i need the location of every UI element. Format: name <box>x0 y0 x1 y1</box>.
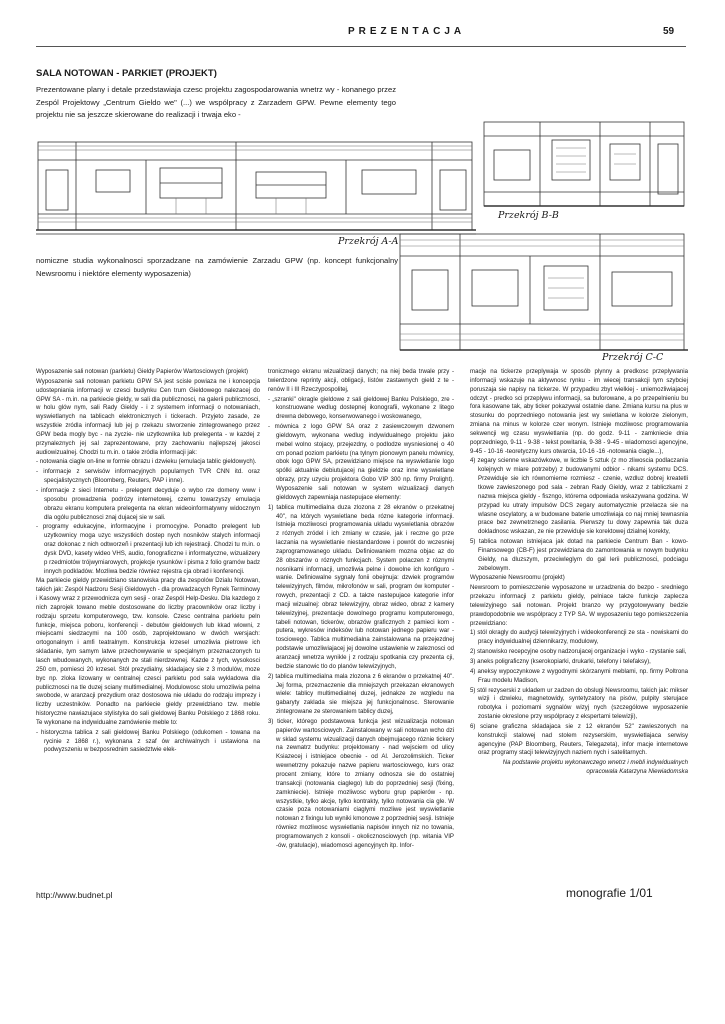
paragraph: Na podstawie projektu wykonawczego wnetrz i mebli indywidualnych opracowala Katarzyna Niewiadomska <box>502 759 688 776</box>
paragraph: 1) stól okragly do audycji telewizyjnych i wideokonferencji ze sta - nowiskami do pracy indywidualnej dziennikarzy, modulowy, <box>470 629 688 646</box>
paragraph: Wyposazenie sali notowan (parkietu) Gieldy Papierów Wartosciowych (projekt) <box>36 368 249 375</box>
paragraph: - informacje z serwisów informacyjnych popularnych TVR CNN itd. oraz specjalistycznych (Bloomberg, Reuters, PAP i inne). <box>36 468 260 485</box>
paragraph: - programy edukacyjne, informacyjne i promocyjne. Ponadto prelegent lub uzytkownicy moga uzyc wszystkich dostep nych nosników stalych informacji oraz dokonac z nich odtworzeñ i prezentacji lub ich rejestracji. Chodzi tu m.in. o dysk DVD, kasety wideo VHS, audio, fonograficzne i informatyczne, wizualizery p rzedmiotów trójwymiarowych, projekcje rysunków i pisma z folio gramów badz innych podkladów. Mozliwa bedzie równiez rejestra cja obrad i konferencji. <box>36 523 260 575</box>
footer-url: http://www.budnet.pl <box>36 890 113 900</box>
section-b-label: Przekrój B-B <box>498 210 559 221</box>
header-rule <box>36 46 686 47</box>
paragraph: - historyczna tablica z sali gieldowej Banku Polskiego (odukomen - towana na rycinie z 1868 r.), wykonana z szaf ów archiwalnych i ustawiona na podwyzszeniu w bezposrednim sasiedztwie elek- <box>36 728 260 754</box>
article-title: SALA NOTOWAN - PARKIET (PROJEKT) <box>36 68 217 79</box>
paragraph: Wyposazenie sali notowan parkietu GPW SA jest scisle powiaza ne i koncepcja udostepniania informacji w czesci budynku Cen trum Gieldowego nalezacej do GPW SA - m.in. na parkiecie gieldy, w sali dla publicznosci, na galerii publicznosci, w holu glów nym, sali Rady Gieldy - i z systemem informacji o notowaniach, wyswietlanych na tablicach elektronicznych i tickerach. Przyjeto zasade, ze wszystkie zródla informacji lub jej p rzekazu stworzenie zintegrowanego przez GPW beda mogly byc - na zyczie- nie uzytkownika lub prelegenta - w kazdej z przynaleznych jej sal zaprezentowane, przy zachowaniu najlepszej jakosci audiowizualnej. Chodzi tu m.in. o takie zródla informacji jak: <box>36 377 260 456</box>
section-c-svg <box>300 226 688 364</box>
paragraph: - notowania ciagle on-line w formie obrazu i dzwieku (emulacja tablic gieldowych). <box>36 458 257 466</box>
paragraph: Newsroom to pomieszczenie wyposazone w urzadzenia do bezpo - sredniego przekazu informacji z parkietu gieldy, pelniace takze funkcje zaplecza telewizyjnego sali notowan. Projekt branzo wy przygotowywany bedzie prawdopodobnie we wspólpracy z TYP SA. W wyposazeniu tego pomieszczenia przewidziano: <box>470 584 688 627</box>
paragraph: - informacje z sieci Internetu - prelegent decyduje o wybo rze domeny www i sposobu prowadzenia podrózy internetowej, czemu towarzyszy emulacja obrazu ekranu komputera prelegenta na ekran wideoinformatywny widocznym dla ogólu publicznosci znaj dujacej sie w sali. <box>36 486 260 521</box>
drawing-section-c <box>300 226 688 364</box>
paragraph: 1) tablica multimedialna duza zlozona z 28 ekranów o przekatnej 40", na których wyswietlane beda rózne kategorie informacji. Istnieja mozliwosci programowania ukladu wyswietlania obrazów z róznych zródel i ich zmiany w czasie, jak i reczne go prze laczania na wyswietlanie niestandardowe i powrót do wczesniej zaprogramowanego ukladu. Definiowaniem mozna objac az do 28 obszarów o róznych funkcjach. System polaczen z róznymi nosnikami informacji, umozliwia pelne i dowolne ich konfiguro - wanie. Definiowalne sygnaly fonii obejmuja: dzwiek programów telewizyjnych, filmów, mikrofonów w sali, program ów komputer - rowych, prezentacji z CD. a takze nastepujace kategorie infor macji wizualnej: obraz telewizyjny, obraz wideo, obraz z kamery telewizyjnej, prezentacje dowolnego programu komputerowego, tabeli notowan, tickerów, obrazów graficznych z pamieci kom - putera, wykresów indeksów lub notowan jednego papieru war - tosciowego. Tablica multimedialna zainstalowana na przejezdnej podstawie umozliwiajacej jej dowolne ustawienie w zaleznosci od aranzacji wnetrza wynikle j z rodzaju spotkania czy prezenta cji, bedzie stanowic tlo do planów telewizyjnych, <box>268 503 454 670</box>
paragraph: - mównica z logo GPW SA oraz z zasiewczowym dzwonem gieldowym, wykonana wedlug indywidualnego projektu jako mebel wolno stojacy, przejezdny, o podlodze wysniesionej o 40 cm ponad poziom parkietu (na tylnym pionowym panelu mównicy, obok logo GPW SA, przewidziano miejsce na wyswietlanie logo spólki aktualnie debiutujacej na gieldzie oraz inne wyswietlane obrazy, przy uzyciu projektora Gobo VIP 300 np. firmy Prolight). Wyposazenie sali notowan w system wizualizacji danych gieldowych zapewniaja nastepujace elementy: <box>268 423 454 501</box>
paragraph: 4) aneksy wypoczynkowe z wygodnymi skórzanymi meblami, np. firmy Poltrona Frau modelu Madison, <box>470 667 688 684</box>
paragraph: tronicznego ekranu wizualizacji danych; na niej beda trwale przy - twierdzone reprinty akcji, obligacji, listów zastawnych gield z te - renów II i III Rzeczypospolitej, <box>268 368 454 393</box>
paragraph: 2) tablica multimedialna mala zlozona z 6 ekranów o przekatnej 40". Jej forma, przeznaczenie dla mniejszych przekazan ekranowych wiele: tablicy multimedialnej duzej, jednakze ze wzgledu na gabaryty zaklada sie miejsza jej funkcjonalnosc. Sterowanie zintegrowane ze sterowaniem tablicy duzej, <box>268 672 454 716</box>
page-header <box>0 26 725 40</box>
paragraph: 2) stanowisko recepcyjne osoby nadzorujacej organizacje i wyko - rzystanie sali, <box>470 648 687 656</box>
text-column-2 <box>268 368 454 852</box>
paragraph: macje na tickerze przeplywaja w sposób plynny a predkosc przeplywania informacji wskazuje na aktywnosc rynku - im wiecej transakcji tym szybciej poruszaja sie napisy na tickerze. W przypadku zbyt wielkiej - uniemozliwiajacej odczyt - predko sci przeplywu informacji, sa buforowane, a po przepelnieniu bu fora kasowane tak, aby ticker pokazywal ostatnie dane. Zmiana kursu na plus w stosunku do poprzedniego notowania jest wy swietlana w kolorze zielonym, zmiana na minus w kolorze czer wonym. Istnieje mozliwosc programowania sekwencji wg czasu wyswietlania (np. do godz. 9-11 - zamkniecie dnia poprzedniego, 9-11 - 9-38 - tekst powitania, 9-38 - 9-45 - wiadomosci agencyjne, 9-45 - 10-16 -teoretyczny kurs otwarcia, 10-16 -16 -notowania ciagle...), <box>470 368 688 455</box>
section-c-label: Przekrój C-C <box>602 352 664 363</box>
paragraph: 6) sciane graficzna skladajaca sie z 12 ekranów 52" zawieszonych na konstrukcji stalowej nad stolem rezyserskim, wyswietlajaca serwisy agencyjne (PAP Bloomberg, Reuters, Telegazeta), infor macje internetowe oraz programy stacji telewizyjnych naziem nych i satelitarnych. <box>470 722 688 757</box>
paragraph: 5) tablica notowan istniejaca jak dotad na parkiecie Centrum Ban - kowo-Finansowego (CB-F) jest przewidziana do zamontowania w nowym budynku Gieldy, na dluzszym, przeciwleglym do gal lerii publicznosci, podciagu zebelowym. <box>470 538 688 572</box>
section-a-label: Przekrój A-A <box>338 236 399 247</box>
paragraph: - „szranki" okragle gieldowe z sali gieldowej Banku Polskiego, zre - konstruowane wedlug dostepnej ikonografii, wykonane z litego drewna debowego, konserwowanego i woskowanego, <box>268 395 454 421</box>
paragraph: Wyposazenie Newsroomu (projekt) <box>470 574 565 582</box>
paragraph: 4) zegary scienne wskazówkowe, w liczbie 5 sztuk (z mo zliwoscia podlaczania kolejnych w miare potrzeby) z budowanymi odbior - nikami systemu DCS. Przewiduje sie ich równomierne rozmiesz - czenie, wzdluz dobrej kreatetli tkowe zawieszonego pod sala - zebran Rady Gieldy, wraz z tabliczkami z nazwa miejsca gieldy - fiszngo, którema odpowiada wskazywana godzina. W przypad ku utraty impulsów DCS zegary automatycznie przelacza sie na wlasne oscylatory, a w budowane baterie umozliwiaja co naj mniej tewnasnia prace bez zewnetrznego zasilania. Pierwszy tu dowy zapewnia tak duza dokladnosc wskazan, ze nie przewiduje sie korektowej dzialnej korekty, <box>470 457 688 536</box>
footer-issue: monografie 1/01 <box>566 886 653 900</box>
section-title: PREZENTACJA <box>348 26 466 37</box>
page-number: 59 <box>663 26 675 37</box>
paragraph: 5) stól rezyserski z ukladem ur zadzen do obslugi Newsroomu, takich jak: mikser wizji i dzwieku, magnetowidy, syntetyzatory na pisów, pulpity sterujace robotyka i poziomami sygnalów wizyj nych (szczególowe wyposazenie zostanie okreslone przy wspólpracy z ekspertami telewizji), <box>470 686 688 721</box>
article-intro-continued: nomiczne studia wykonalnosci sporzadzane na zamówienie Zarzadu GPW (np. koncept funkcjonalny Newsroomu i niektóre elementy wyposazenia) <box>36 256 398 278</box>
paragraph: 3) aneks poligraficzny (kserokopiarki, drukarki, telefony i telefaksy), <box>470 658 651 665</box>
article-intro: Prezentowane plany i detale przedstawiaja czesc projektu zagospodarowania wnetrz wy - konanego przez Zespól Projektowy „Centrum Gieldo we" (...) we wspólpracy z Zarzadem GPW. Pewne elementy tego projektu nie sa jeszcze skierowane do realizacji i trwaja eko - <box>36 85 396 120</box>
text-column-3 <box>470 368 688 778</box>
text-column-1 <box>36 368 260 756</box>
paragraph: 3) ticker, którego podstawowa funkcja jest wizualizacja notowan papierów wartosciowych. Zainstalowany w sali notowan wcho dzi w sklad systemu wizualizacji danych obejmujacego róznie tickery na zewnatrz budynku: projektowany - nad wejsciem od ulicy Ksiazecej i istniejace obecnie - od Al. Jerozolimskich. Ticker wewnetrzny pokazuje nazwe papieru wartosciowego, kurs oraz procent zmiany, które to zmiany odnosza sie do ostatniej transakcji (notowania ciaglego) lub do poprzedniej sesji (fixing, zamkniecie). Istnieje mozliwosc wyboru grup papierów - np. wszystkie, tylko akcje, tylko kontrakty, tylko notowania cia gle. W czasie poza notowaniami ciaglymi mozliwe jest wyswietlanie notowan z fixingu lub wyniki kmonowe z poprzedniej sesji. Istnieje równiez mozliwosc wyswietlania napisów innych niz no towania, programowanych z konsoli - okolicznosciowych (np. witania VIP -ów, gratulacje), wiadomosci agencyjnych itp. Infor- <box>268 717 454 849</box>
paragraph: Ma parkiecie gieldy przewidziano stanowiska pracy dla zespolów Dzialu Notowan, takich jak: Zespól Nadzoru Sesji Gieldowych - dla prowadzacych Rynek Terminowy i Kasowy wraz z przewodnicza cym sesji - oraz Zespól Help-Desku. Dla kazdego z nich zaprojek towano meble dostosowane do liczby pracowników oraz liczby i rodzaju sprzetu komputerowego, tzw. konsole. Czesc centralna parkietu peln funkcje, miejsca poboru, konferencji - debutów gieldowych lub kkad wlowni, z miejscami siedzacymi na 100 osób, zaprojektowano w dwóch wersjach: ortogonalnym i amfi teatralnym. Konstrukcja krzesel umozliwia pietrowe ich skladanie, tym samym latwe przechowywanie w specjalnym przeznaczonych tu lasch wbudowanych, wykonanych ze stali nierdzewnej. Kazde z tych, wysokosci 250 cm, pomiesci 20 krzesel. Stól prezydialny, skladajacy sie z 3 modulów, moze byc np. zloka lizowany w centralnej czesci parkietu pod sala wykladowa dla publicznosci na tle duzej sciany multimedialnej. Modulowosc stolu umozliwia pelna swobode, w aranzacji prezydium oraz dostosowa nie ukladu do rodzaju imprezy i liczby uczestników. Ponadto na parkiecie gieldy przewidziano tzw. meble historyczne nawiazujace stylistyka do sali gieldowej Banku Polskiego z 1868 roku. Te wykonane na indywidualne zamówienie meble to: <box>36 577 260 726</box>
